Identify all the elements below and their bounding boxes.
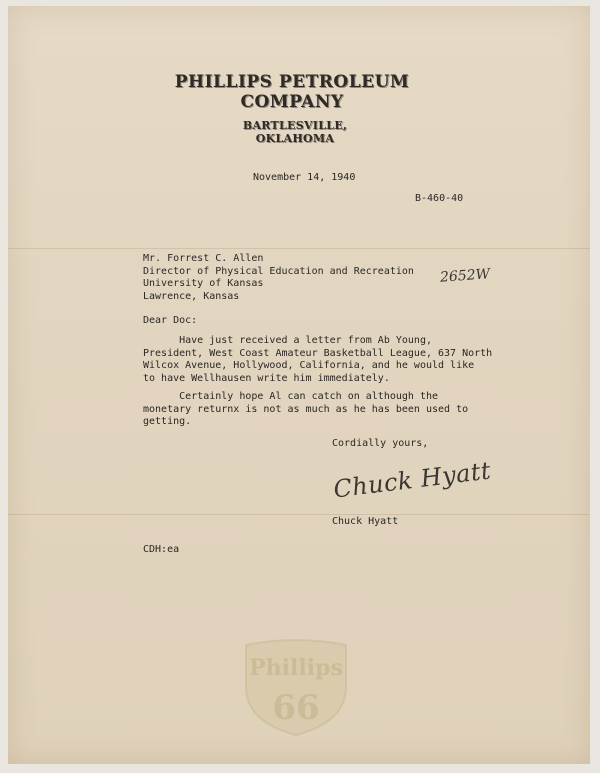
recipient-line: Mr. Forrest C. Allen bbox=[143, 253, 264, 264]
body-line: monetary returnx is not as much as he has been used to bbox=[143, 403, 469, 415]
file-note: 2652W bbox=[439, 266, 491, 286]
recipient-line: Lawrence, Kansas bbox=[143, 290, 240, 302]
paragraph-1 bbox=[143, 335, 492, 385]
phillips-66-watermark bbox=[236, 637, 356, 741]
typist-initials: CDH:ea bbox=[143, 544, 180, 555]
body-line: Have just received a letter from Ab Young, bbox=[143, 335, 432, 346]
recipient-line: Director of Physical Education and Recreation bbox=[143, 265, 414, 277]
watermark-brand: Phillips bbox=[249, 655, 343, 681]
body-line: President, West Coast Amateur Basketball League, 637 North bbox=[143, 347, 493, 359]
body-line: Certainly hope Al can catch on although the bbox=[143, 391, 439, 402]
salutation: Dear Doc: bbox=[143, 315, 198, 326]
letterhead-location: BARTLESVILLE, OKLAHOMA bbox=[242, 119, 348, 145]
closing: Cordially yours, bbox=[332, 438, 429, 449]
signer-name: Chuck Hyatt bbox=[332, 516, 399, 527]
recipient-block bbox=[143, 253, 414, 303]
letter-date: November 14, 1940 bbox=[253, 172, 356, 183]
watermark-number: 66 bbox=[272, 688, 320, 728]
handwritten-signature: Chuck Hyatt bbox=[331, 456, 493, 504]
fold-crease bbox=[8, 514, 590, 515]
body-line: getting. bbox=[143, 416, 192, 427]
letterhead-company: PHILLIPS PETROLEUM COMPANY bbox=[174, 72, 410, 112]
fold-crease bbox=[8, 248, 590, 249]
body-line: Wilcox Avenue, Hollywood, California, and he would like bbox=[143, 360, 475, 371]
shield-icon bbox=[236, 637, 356, 737]
body-line: to have Wellhausen write him immediately. bbox=[143, 372, 390, 384]
reference-number: B-460-40 bbox=[415, 193, 464, 204]
paragraph-2 bbox=[143, 391, 468, 429]
recipient-line: University of Kansas bbox=[143, 278, 264, 289]
